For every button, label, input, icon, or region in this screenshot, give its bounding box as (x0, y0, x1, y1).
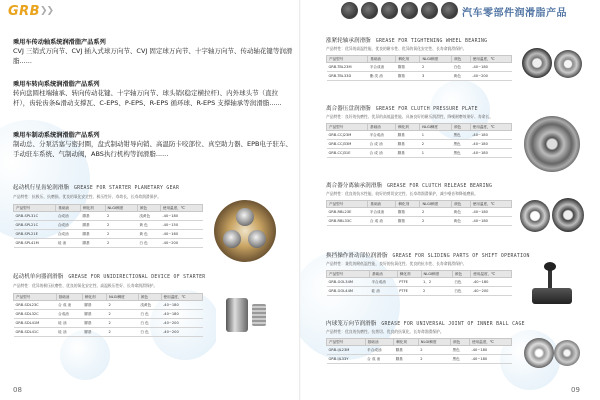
section-title-en: GREASE FOR CLUTCH RELEASE BEARING (386, 184, 493, 189)
table-row (14, 221, 203, 230)
cell: 硅 油 (56, 328, 82, 337)
cell: 脲基 (396, 217, 420, 226)
cell: 脲基 (394, 346, 419, 355)
cell: -40~180 (161, 310, 202, 319)
table-row (14, 230, 203, 239)
section-title-cn: 起动机单向器润滑脂 (13, 274, 64, 280)
spec-table (13, 293, 203, 337)
table-row (14, 212, 203, 221)
column-header: 稠化剂 (396, 56, 420, 63)
cell: 脲基 (396, 72, 420, 81)
cell: 1 (420, 131, 452, 140)
column-header: 颜色 (137, 205, 160, 212)
cell: 合成油 (56, 230, 81, 239)
table-row (327, 355, 512, 364)
pulley-icon (554, 50, 582, 78)
cell: -40~180 (470, 149, 511, 158)
cell: 2 (105, 221, 137, 230)
column-header: 基础油 (369, 271, 397, 278)
section-title (13, 272, 205, 280)
cell: 脲基 (80, 230, 105, 239)
section-title-en: GREASE FOR CLUTCH PRESSURE PLATE (375, 107, 478, 112)
column-header: 基础油 (368, 124, 396, 131)
column-header: NLGI稠度 (105, 205, 137, 212)
cell: GRB-SDL23C (14, 301, 57, 310)
shift-mechanism-photo (520, 262, 586, 308)
product-thumb (341, 2, 358, 19)
section-title-cn: 涨紧轮轴承润滑脂 (326, 38, 371, 44)
table-row (14, 310, 203, 319)
column-header: 稠化剂 (396, 201, 420, 208)
table-header-row (327, 56, 512, 63)
column-header: 稠化剂 (394, 339, 419, 346)
cell: 黄 色 (137, 230, 160, 239)
cell: -40~200 (161, 319, 202, 328)
cell: -40~180 (470, 208, 511, 217)
cell: 黑色 (451, 140, 470, 149)
column-header: 使用温度，℃ (470, 124, 511, 131)
cell: 脲基 (396, 63, 420, 72)
section-description: 产品特性：优异的极压抗磨性、优良的氧化安定性、高温极压性好、长寿命润滑保护。 (13, 283, 158, 288)
cell: GRB-RBL33C (327, 217, 368, 226)
cell: 2 (418, 346, 450, 355)
cv-joint-icon (524, 338, 554, 368)
cell: -40~200 (471, 287, 512, 296)
column-header: 稠化剂 (396, 124, 420, 131)
column-header: 颜色 (451, 124, 470, 131)
cell: GRB-SPL41M (14, 239, 56, 248)
intro-block (13, 131, 293, 159)
cell: 硅 油 (369, 287, 397, 296)
cell: 合成油 (56, 221, 81, 230)
column-header: 稠化剂 (397, 271, 421, 278)
cell: 脲基 (394, 355, 419, 364)
cell: 脲基 (80, 239, 105, 248)
cell: 2 (107, 319, 139, 328)
cell: 2 (420, 208, 452, 217)
column-header: NLGI稠度 (107, 294, 139, 301)
gear-icon (223, 230, 241, 248)
cell: 1 (420, 149, 452, 158)
cell: 2 (107, 328, 139, 337)
cell: -40~200 (161, 328, 202, 337)
cell: 合 成 油 (56, 301, 82, 310)
column-header: NLGI稠度 (420, 56, 452, 63)
intro-heading: 乘用车转向系统润滑脂产品系列 (13, 81, 100, 88)
column-header: 颜色 (451, 339, 470, 346)
cell: 白 色 (138, 328, 161, 337)
cell: -40~200 (470, 72, 511, 81)
cell: GRB-SPL31C (14, 212, 56, 221)
brand-logo: GRB (8, 4, 41, 19)
cell: 脲基 (396, 208, 420, 217)
section-title-en: GREASE FOR UNIDIRECTIONAL DEVICE OF STARTER (68, 275, 206, 280)
intro-block (13, 80, 293, 108)
cell: 脲基 (396, 131, 420, 140)
cell: -40~180 (469, 355, 511, 364)
intro-heading: 乘用车制动系统润滑脂产品系列 (13, 132, 100, 139)
section-title (13, 183, 179, 191)
product-thumb (401, 2, 418, 19)
cell: -40~180 (470, 140, 511, 149)
column-header: 产品型号 (14, 294, 57, 301)
cell: 黄色 (452, 72, 471, 81)
cell: 2 (421, 287, 452, 296)
cell: GRB-GOL44M (327, 287, 370, 296)
cell: GRB-TBL23M (327, 63, 368, 72)
section-title-en: GREASE FOR SLIDING PARTS OF SHIFT OPERATION (392, 254, 530, 259)
cell: 合 成 油 (368, 217, 396, 226)
cell: -40~150 (160, 221, 202, 230)
tensioner-bearing-photo (520, 44, 586, 86)
cell: 合 成 油 (365, 355, 394, 364)
column-header: 颜色 (452, 56, 471, 63)
column-header: 产品型号 (327, 201, 368, 208)
clutch-disc-icon (524, 116, 580, 172)
column-header: 产品型号 (327, 339, 366, 346)
cell: 合 成 油 (368, 140, 396, 149)
spec-table (326, 200, 512, 226)
cell: GRB-SDL41M (14, 319, 57, 328)
chevron-right-icon: ❯❯ (40, 6, 54, 16)
cell: 2 (107, 310, 139, 319)
cell: GRB-SPL21C (14, 221, 56, 230)
cell: GRB-IJL23M (327, 346, 366, 355)
cell: 2 (420, 140, 452, 149)
table-row (14, 319, 203, 328)
section-title (326, 36, 487, 44)
cv-joint-photo (520, 330, 586, 376)
table-header-row (327, 271, 512, 278)
header-product-photos (341, 2, 459, 19)
column-header: 颜色 (452, 201, 471, 208)
table-row (327, 346, 512, 355)
column-header: 颜色 (452, 271, 470, 278)
cell: 脲基 (82, 301, 106, 310)
table-row (327, 208, 512, 217)
cell: GRB-TBL33D (327, 72, 368, 81)
cell: PTFE (397, 287, 421, 296)
cell: GRB-CCJ33M (327, 140, 368, 149)
cell: 2 (105, 230, 137, 239)
cell: 脲基 (80, 212, 105, 221)
column-header: NLGI稠度 (420, 201, 452, 208)
header-title: 汽车零部件润滑脂产品 (462, 8, 567, 19)
pulley-icon (522, 48, 552, 78)
cell: 脲基 (396, 149, 420, 158)
table-row (327, 278, 512, 287)
intro-text: CVJ 三销式万向节、CVJ 插入式球万向节、CVJ 固定球万向节、十字轴万向节、传动轴花键等润滑脂...... (13, 47, 293, 65)
product-thumb (441, 2, 458, 19)
cell: 2 (105, 212, 137, 221)
column-header: 基础油 (56, 205, 81, 212)
column-header: 基础油 (368, 56, 396, 63)
column-header: NLGI稠度 (420, 124, 452, 131)
cell: 脲基 (82, 328, 106, 337)
section-title (326, 104, 478, 112)
cell: 合成油 (56, 310, 82, 319)
shift-knob-icon (544, 262, 556, 271)
cell: 半合成油 (368, 63, 396, 72)
cell: -40~180 (470, 217, 511, 226)
column-header: 产品型号 (327, 56, 368, 63)
cell: PTFE (397, 278, 421, 287)
column-header: 使用温度，℃ (161, 294, 202, 301)
cell: 半合成油 (365, 346, 394, 355)
table-header-row (14, 294, 203, 301)
shift-base-icon (532, 288, 572, 304)
section-title (326, 319, 525, 327)
cell: 黑色 (451, 355, 470, 364)
column-header: 使用温度，℃ (470, 56, 511, 63)
cell: 脲基 (82, 310, 106, 319)
table-row (14, 328, 203, 337)
column-header: 基础油 (368, 201, 396, 208)
table-header-row (327, 339, 512, 346)
column-header: 产品型号 (327, 124, 368, 131)
column-header: 颜色 (138, 294, 161, 301)
cell: 白 色 (137, 239, 160, 248)
section-description: 产品特性：优良的抗水性能、较好的剪切安定性、长寿命润滑保护，减少噪音和降低磨损。 (326, 191, 478, 196)
page-number: 08 (13, 386, 22, 394)
cell: 合 成 油 (368, 149, 396, 158)
column-header: 稠化剂 (80, 205, 105, 212)
cell: 脲基 (80, 221, 105, 230)
cell: 黑色 (451, 346, 470, 355)
cell: 半合成油 (369, 278, 397, 287)
table-header-row (14, 205, 203, 212)
cell: GRB-RBL23E (327, 208, 368, 217)
column-header: 基础油 (56, 294, 82, 301)
column-header: 使用温度，℃ (160, 205, 202, 212)
starter-body (226, 298, 248, 332)
spec-table (326, 123, 512, 158)
cv-joint-icon (554, 340, 580, 366)
cell: -40~200 (160, 239, 202, 248)
gear-icon (248, 230, 266, 248)
cell: GRB-SDL41C (14, 328, 57, 337)
section-title-cn: 离合器分离轴承润滑脂 (326, 183, 382, 189)
table-row (327, 217, 512, 226)
column-header: NLGI稠度 (418, 339, 450, 346)
cell: 2 (420, 63, 452, 72)
table-row (327, 140, 512, 149)
column-header: 稠化剂 (82, 294, 106, 301)
cell: -40~180 (470, 63, 511, 72)
column-header: NLGI稠度 (421, 271, 452, 278)
section-description: 产品特性：优异的高温性能、优良的耐水性、优异的氧化安定性、长寿命润滑保护。 (326, 46, 467, 51)
cell: 半合成油 (368, 131, 396, 140)
intro-heading: 乘用车传动轴系统润滑脂产品系列 (13, 39, 106, 46)
section-description: 产品特性：优良的抗磨性、抗剪切、优良的抗氧化、长寿命润滑保护。 (326, 329, 444, 334)
cell: 白 色 (138, 319, 161, 328)
bearing-icon (552, 198, 584, 232)
cell: -40~180 (470, 131, 511, 140)
cell: 白色 (452, 287, 470, 296)
section-title (326, 181, 492, 189)
clutch-plate-photo (520, 114, 586, 174)
section-title-en: GREASE FOR TIGHTENING WHEEL BEARING (375, 39, 488, 44)
section-title (326, 251, 530, 259)
cell: 黄色 (452, 208, 471, 217)
column-header: 使用温度，℃ (471, 271, 512, 278)
cell: 硅 油 (56, 239, 81, 248)
column-header: 产品型号 (14, 205, 56, 212)
cell: GRB-CCJ31E (327, 149, 368, 158)
cell: -40~180 (471, 278, 512, 287)
cell: 黑色 (451, 149, 470, 158)
column-header: 基础油 (365, 339, 394, 346)
bubble-decoration (60, 330, 110, 380)
cell: 2 (420, 217, 452, 226)
cell: 白 色 (138, 310, 161, 319)
section-title-cn: 离合器压盘润滑脂 (326, 106, 371, 112)
cell: 黑色 (451, 131, 470, 140)
cell: -40~180 (469, 346, 511, 355)
product-thumb (421, 2, 438, 19)
cell: 2 (107, 301, 139, 310)
cell: 2 (105, 239, 137, 248)
column-header: 使用温度，℃ (469, 339, 511, 346)
cell: GRB-CCJ23M (327, 131, 368, 140)
spec-table (326, 338, 512, 364)
table-row (327, 287, 512, 296)
table-row (327, 131, 512, 140)
intro-block (13, 38, 293, 66)
section-title-cn: 起动机行星齿轮润滑脂 (13, 185, 69, 191)
section-title-en: GREASE FOR STARTER PLANETARY GEAR (73, 186, 180, 191)
table-row (14, 239, 203, 248)
release-bearing-photo (520, 194, 586, 238)
table-row (327, 63, 512, 72)
table-row (14, 301, 203, 310)
cell: -40~180 (160, 212, 202, 221)
cell: 合成油 (56, 212, 81, 221)
gear-icon (252, 304, 266, 326)
cell: 脲基 (396, 140, 420, 149)
planetary-gear-photo (214, 200, 276, 262)
section-title-en: GREASE FOR UNIVERSAL JOINT OF INNER BALL CAGE (381, 322, 525, 327)
intro-text: 转向盘圆柱端轴承、转向传动花键、十字轴万向节、球头销(稳定横拉杆)、内外球头节（直拉杆），齿轮齿条&滑动支撑瓦、C-EPS、P-EPS、R-EPS 循环球、R-EPS 支撑轴承等润滑脂...... (13, 89, 282, 107)
table-row (327, 72, 512, 81)
spec-table (326, 55, 512, 81)
table-row (327, 149, 512, 158)
cell: -40~160 (160, 230, 202, 239)
bearing-icon (520, 200, 550, 232)
section-description: 产品特性：抗极压、抗磨损、优良的氧化安定性、极压性好、寿命长，长寿命润滑保护。 (13, 194, 162, 199)
page-number: 09 (571, 386, 580, 394)
section-description: 产品特性：良好的抗磨性、优异的高低温性能、具备良好的耐压润滑性，降噪耐磨效果好、寿命长。 (326, 114, 494, 119)
table-header-row (327, 201, 512, 208)
cell: 脲基 (82, 319, 106, 328)
cell: 硅 油 (56, 319, 82, 328)
gear-icon (236, 208, 254, 226)
product-thumb (381, 2, 398, 19)
spec-table (326, 270, 512, 296)
cell: GRB-SDL32C (14, 310, 57, 319)
section-title-cn: 换挡操作滑动部位润滑脂 (326, 253, 388, 259)
cell: 黄色 (452, 217, 471, 226)
cell: 2 (418, 355, 450, 364)
cell: 1、2 (421, 278, 452, 287)
cell: GRB-IJL33Y (327, 355, 366, 364)
section-description: 产品特性：兼优的耐低温性能，良好的抗氧化性、优良的抗水性、长寿命润滑保护。 (326, 261, 467, 266)
cell: -40~180 (161, 301, 202, 310)
cell: GRB-GOL34M (327, 278, 370, 287)
cell: 半合成油 (368, 208, 396, 217)
intro-text: 制动总、分泵活塞与密封圈，盘式制动钳导向销、高温防卡咬部位、真空助力器、EPB电子驻车、手动驻车系统、气制动阀，ABS执行机构等润滑脂...... (13, 140, 292, 158)
starter-drive-photo (216, 290, 276, 346)
column-header: 产品型号 (327, 271, 370, 278)
cell: 3 (420, 72, 452, 81)
cell: GRB-SPL21E (14, 230, 56, 239)
cell: 浅黄色 (138, 301, 161, 310)
section-title-cn: 内球笼万向节润滑脂 (326, 321, 377, 327)
spec-table (13, 204, 203, 248)
cell: 浅黄色 (137, 212, 160, 221)
cell: 白色 (452, 63, 471, 72)
column-header: 使用温度，℃ (470, 201, 511, 208)
product-thumb (361, 2, 378, 19)
cell: 白色 (452, 278, 470, 287)
cell: 黄 色 (137, 221, 160, 230)
table-header-row (327, 124, 512, 131)
cell: 酯 类 油 (368, 72, 396, 81)
